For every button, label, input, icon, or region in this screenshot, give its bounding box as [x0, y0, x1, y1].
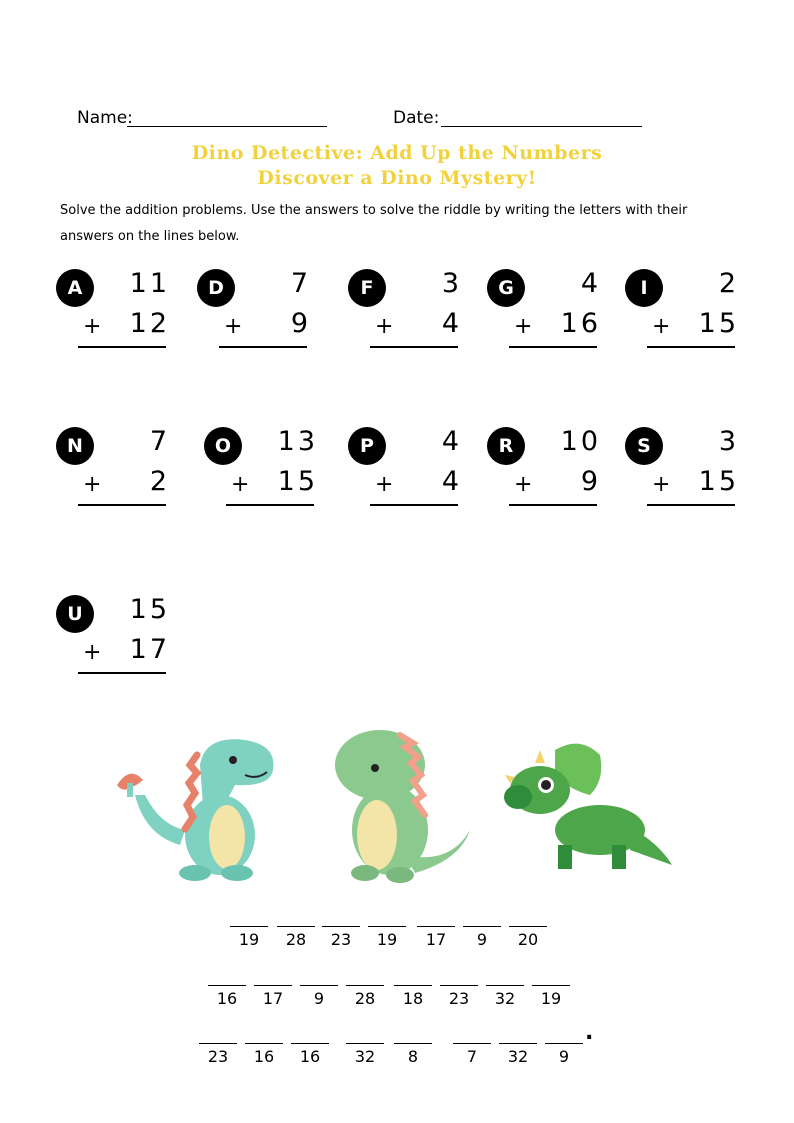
- addend-bottom: 4: [441, 466, 462, 497]
- answer-line[interactable]: [370, 504, 458, 506]
- letter-badge: P: [348, 427, 386, 465]
- addend-bottom: 2: [149, 466, 170, 497]
- addend-bottom: 15: [698, 466, 739, 497]
- date-field-line[interactable]: [441, 126, 642, 127]
- triceratops-illustration: [500, 735, 675, 875]
- answer-line[interactable]: [370, 346, 458, 348]
- plus-sign: +: [375, 314, 394, 339]
- riddle-blank[interactable]: 7: [453, 1043, 491, 1066]
- riddle-blank[interactable]: 23: [199, 1043, 237, 1066]
- riddle-blank[interactable]: 19: [230, 926, 268, 949]
- addend-bottom: 15: [277, 466, 318, 497]
- riddle-blank[interactable]: 17: [417, 926, 455, 949]
- riddle-blank[interactable]: 9: [545, 1043, 583, 1066]
- plus-sign: +: [514, 472, 533, 497]
- answer-line[interactable]: [647, 504, 735, 506]
- answer-line[interactable]: [78, 346, 166, 348]
- addend-top: 4: [580, 268, 601, 299]
- riddle-blank[interactable]: 28: [346, 985, 384, 1008]
- addend-bottom: 17: [129, 634, 170, 665]
- plus-sign: +: [83, 314, 102, 339]
- riddle-blank[interactable]: 32: [499, 1043, 537, 1066]
- riddle-blank[interactable]: 16: [208, 985, 246, 1008]
- plus-sign: +: [652, 472, 671, 497]
- letter-badge: G: [487, 269, 525, 307]
- plus-sign: +: [83, 472, 102, 497]
- riddle-blank[interactable]: 20: [509, 926, 547, 949]
- riddle-blank[interactable]: 18: [394, 985, 432, 1008]
- riddle-blank[interactable]: 19: [532, 985, 570, 1008]
- name-label: Name:: [77, 108, 133, 128]
- letter-badge: O: [204, 427, 242, 465]
- addend-bottom: 9: [580, 466, 601, 497]
- riddle-blank[interactable]: 16: [245, 1043, 283, 1066]
- letter-badge: R: [487, 427, 525, 465]
- answer-line[interactable]: [647, 346, 735, 348]
- answer-line[interactable]: [509, 504, 597, 506]
- plus-sign: +: [652, 314, 671, 339]
- addend-top: 10: [560, 426, 601, 457]
- addend-top: 7: [149, 426, 170, 457]
- addend-bottom: 15: [698, 308, 739, 339]
- letter-badge: U: [56, 595, 94, 633]
- answer-line[interactable]: [78, 672, 166, 674]
- letter-badge: F: [348, 269, 386, 307]
- plus-sign: +: [83, 640, 102, 665]
- answer-line[interactable]: [226, 504, 314, 506]
- addend-bottom: 4: [441, 308, 462, 339]
- letter-badge: N: [56, 427, 94, 465]
- answer-line[interactable]: [219, 346, 307, 348]
- plus-sign: +: [514, 314, 533, 339]
- riddle-blank[interactable]: 8: [394, 1043, 432, 1066]
- plus-sign: +: [231, 472, 250, 497]
- name-field-line[interactable]: [127, 126, 327, 127]
- plus-sign: +: [375, 472, 394, 497]
- addend-top: 4: [441, 426, 462, 457]
- date-label: Date:: [393, 108, 440, 128]
- riddle-blank[interactable]: 32: [486, 985, 524, 1008]
- riddle-blank[interactable]: 23: [322, 926, 360, 949]
- riddle-blank[interactable]: 9: [300, 985, 338, 1008]
- addend-top: 3: [441, 268, 462, 299]
- riddle-blank[interactable]: 17: [254, 985, 292, 1008]
- riddle-blank[interactable]: 23: [440, 985, 478, 1008]
- addend-bottom: 12: [129, 308, 170, 339]
- answer-line[interactable]: [78, 504, 166, 506]
- riddle-blank[interactable]: 19: [368, 926, 406, 949]
- addend-top: 3: [718, 426, 739, 457]
- letter-badge: S: [625, 427, 663, 465]
- addend-top: 11: [129, 268, 170, 299]
- riddle-blank[interactable]: 16: [291, 1043, 329, 1066]
- letter-badge: I: [625, 269, 663, 307]
- riddle-blank[interactable]: 28: [277, 926, 315, 949]
- addend-top: 13: [277, 426, 318, 457]
- letter-badge: A: [56, 269, 94, 307]
- addend-top: 15: [129, 594, 170, 625]
- worksheet-subtitle: Discover a Dino Mystery!: [257, 167, 537, 189]
- addend-bottom: 9: [290, 308, 311, 339]
- riddle-blank[interactable]: 9: [463, 926, 501, 949]
- worksheet-title: Dino Detective: Add Up the Numbers: [191, 142, 603, 164]
- addend-top: 7: [290, 268, 311, 299]
- riddle-end-period: .: [585, 1020, 594, 1045]
- blue-dinosaur-illustration: [105, 725, 285, 885]
- instructions: Solve the addition problems. Use the answers to solve the riddle by writing the letters with their answers on the lines below.: [60, 203, 688, 244]
- riddle-blank[interactable]: 32: [346, 1043, 384, 1066]
- green-dinosaur-illustration: [325, 725, 475, 885]
- plus-sign: +: [224, 314, 243, 339]
- addend-bottom: 16: [560, 308, 601, 339]
- answer-line[interactable]: [509, 346, 597, 348]
- addend-top: 2: [718, 268, 739, 299]
- letter-badge: D: [197, 269, 235, 307]
